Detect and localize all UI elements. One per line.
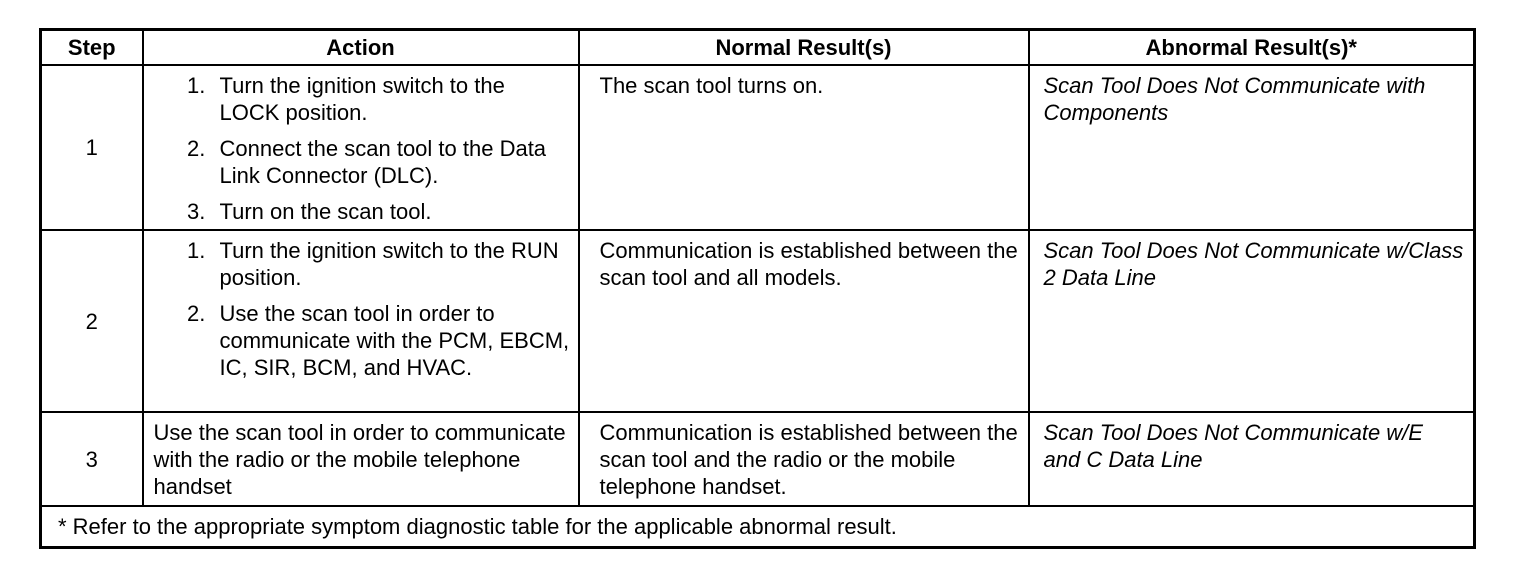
action-cell	[143, 230, 579, 412]
abnormal-result: Scan Tool Does Not Communicate w/E and C Data Line	[1029, 412, 1475, 506]
action-cell	[143, 65, 579, 230]
header-action: Action	[143, 30, 579, 66]
action-list	[154, 237, 570, 381]
normal-result: Communication is established between the scan tool and the radio or the mobile telephone handset.	[579, 412, 1029, 506]
action-item: 2. Use the scan tool in order to communicate with the PCM, EBCM, IC, SIR, BCM, and HVAC.	[212, 300, 570, 381]
action-cell: Use the scan tool in order to communicate with the radio or the mobile telephone handset	[143, 412, 579, 506]
table-row-step-1	[41, 65, 1475, 230]
action-list	[154, 72, 570, 225]
action-item: 1. Turn the ignition switch to the LOCK position.	[212, 72, 570, 126]
footnote-row	[41, 506, 1475, 548]
table-row-step-3	[41, 412, 1475, 506]
diagnostic-table	[39, 28, 1476, 549]
action-item: 3. Turn on the scan tool.	[212, 198, 570, 225]
header-row	[41, 30, 1475, 66]
step-number: 3	[41, 412, 143, 506]
abnormal-result: Scan Tool Does Not Communicate w/Class 2 Data Line	[1029, 230, 1475, 412]
header-normal-results: Normal Result(s)	[579, 30, 1029, 66]
step-number: 2	[41, 230, 143, 412]
action-item: 1. Turn the ignition switch to the RUN position.	[212, 237, 570, 291]
step-number: 1	[41, 65, 143, 230]
header-abnormal-results: Abnormal Result(s)*	[1029, 30, 1475, 66]
abnormal-result: Scan Tool Does Not Communicate with Components	[1029, 65, 1475, 230]
action-item: 2. Connect the scan tool to the Data Link Connector (DLC).	[212, 135, 570, 189]
header-step: Step	[41, 30, 143, 66]
footnote: * Refer to the appropriate symptom diagnostic table for the applicable abnormal result.	[41, 506, 1475, 548]
normal-result: The scan tool turns on.	[579, 65, 1029, 230]
normal-result: Communication is established between the scan tool and all models.	[579, 230, 1029, 412]
table-row-step-2	[41, 230, 1475, 412]
